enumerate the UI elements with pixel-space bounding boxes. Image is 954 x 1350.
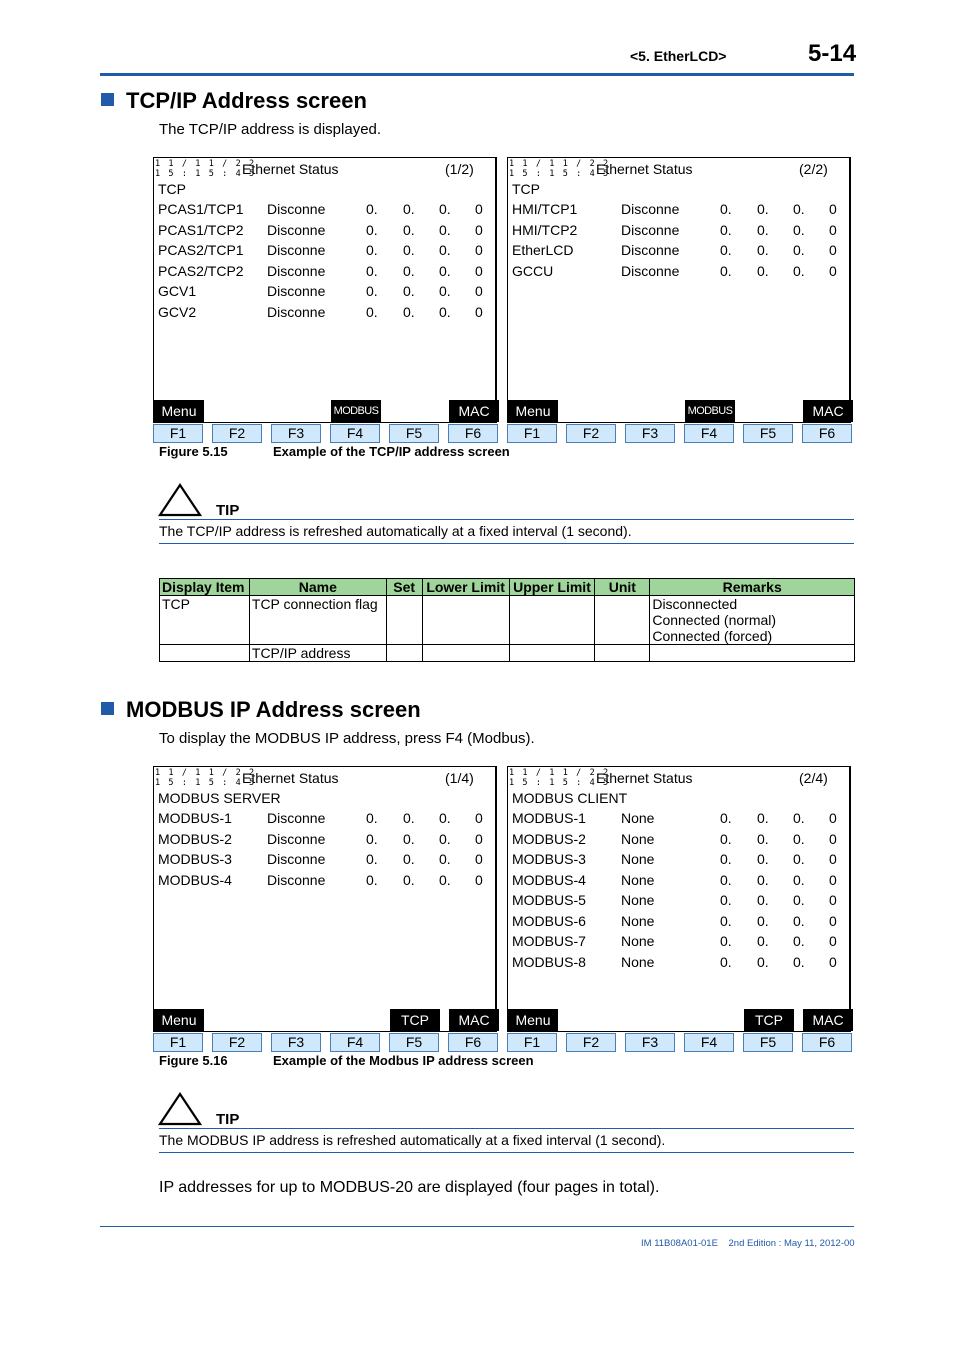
- connection-name: MODBUS-6: [512, 912, 586, 929]
- ip-octet-1: 0.: [366, 830, 378, 847]
- lcd-display: [153, 766, 497, 1032]
- function-key-f2[interactable]: F2: [212, 1033, 262, 1052]
- ip-octet-1: 0.: [720, 892, 732, 908]
- ip-octet-1: 0.: [366, 810, 378, 826]
- function-key-f4[interactable]: F4: [330, 424, 380, 443]
- lcd-status-row: [512, 933, 848, 951]
- ip-octet-3: 0.: [439, 201, 451, 217]
- connection-status: Disconne: [621, 262, 680, 279]
- table-header-row: [160, 579, 855, 596]
- ip-octet-4: 0: [829, 851, 837, 867]
- ip-octet-4: 0: [829, 810, 837, 826]
- lcd-display: [153, 157, 497, 423]
- connection-name: PCAS1/TCP1: [158, 201, 244, 217]
- ip-octet-1: 0.: [720, 933, 732, 949]
- ip-octet-4: 0: [829, 912, 837, 929]
- ip-octet-2: 0.: [757, 912, 769, 929]
- figure-caption: Example of the Modbus IP address screen: [273, 1053, 534, 1068]
- connection-name: MODBUS-3: [512, 851, 586, 867]
- ip-octet-1: 0.: [720, 912, 732, 929]
- ip-octet-4: 0: [829, 871, 837, 888]
- cell-remarks: [650, 596, 855, 645]
- connection-name: GCV1: [158, 283, 197, 299]
- ip-octet-3: 0.: [793, 912, 805, 929]
- cell-lower: [422, 596, 509, 645]
- connection-status: None: [621, 912, 655, 929]
- chapter-label: <5. EtherLCD>: [630, 48, 727, 64]
- display-item-table: [159, 578, 855, 662]
- lcd-section-label: TCP: [158, 181, 186, 197]
- ip-octet-4: 0: [475, 303, 483, 320]
- lcd-date: 1 1 / 1 1 / 2 2: [155, 159, 256, 169]
- ip-octet-3: 0.: [439, 283, 451, 299]
- ip-octet-1: 0.: [366, 242, 378, 258]
- col-header: Lower Limit: [422, 579, 509, 596]
- ip-octet-1: 0.: [720, 830, 732, 847]
- ip-octet-1: 0.: [720, 221, 732, 238]
- cell-remarks: [650, 645, 855, 662]
- connection-status: Disconne: [267, 871, 326, 888]
- function-key-f4[interactable]: F4: [330, 1033, 380, 1052]
- connection-name: EtherLCD: [512, 242, 574, 258]
- ip-octet-2: 0.: [757, 830, 769, 847]
- softkey-menu[interactable]: Menu: [154, 400, 204, 422]
- function-key-f1[interactable]: F1: [507, 424, 557, 443]
- section-title: MODBUS IP Address screen: [126, 697, 421, 722]
- lcd-date: 1 1 / 1 1 / 2 2: [509, 768, 610, 778]
- ip-octet-2: 0.: [403, 851, 415, 867]
- ip-octet-2: 0.: [757, 851, 769, 867]
- lcd-screen-tcp-1: [153, 157, 498, 445]
- function-key-f2[interactable]: F2: [566, 424, 616, 443]
- function-key-f5[interactable]: F5: [389, 1033, 439, 1052]
- connection-status: None: [621, 933, 655, 949]
- cell-set: [386, 645, 422, 662]
- connection-name: HMI/TCP1: [512, 201, 578, 217]
- ip-octet-2: 0.: [403, 303, 415, 320]
- softkey-menu[interactable]: Menu: [154, 1009, 204, 1031]
- cell-upper: [509, 645, 595, 662]
- connection-name: MODBUS-8: [512, 953, 586, 970]
- section-title: TCP/IP Address screen: [126, 88, 367, 113]
- ip-octet-2: 0.: [757, 201, 769, 217]
- lcd-title: Ethernet Status: [596, 161, 693, 177]
- lcd-title: Ethernet Status: [596, 770, 693, 786]
- connection-status: None: [621, 810, 655, 826]
- lcd-time: 1 5 : 1 5 : 4 5: [509, 778, 610, 788]
- lcd-date: 1 1 / 1 1 / 2 2: [155, 768, 256, 778]
- connection-name: HMI/TCP2: [512, 221, 578, 238]
- lcd-status-row: [512, 201, 848, 219]
- function-key-f1[interactable]: F1: [153, 1033, 203, 1052]
- col-header: Unit: [595, 579, 650, 596]
- ip-octet-3: 0.: [439, 262, 451, 279]
- footer-edition: 2nd Edition : May 11, 2012-00: [728, 1238, 855, 1249]
- ip-octet-3: 0.: [439, 242, 451, 258]
- cell-upper: [509, 596, 595, 645]
- footer-text: [641, 1238, 855, 1249]
- ip-octet-4: 0: [829, 221, 837, 238]
- lcd-status-row: [512, 222, 848, 240]
- lcd-section-label: MODBUS SERVER: [158, 790, 281, 806]
- connection-name: GCV2: [158, 303, 197, 320]
- connection-status: Disconne: [621, 242, 680, 258]
- lcd-status-row: [512, 263, 848, 281]
- function-key-f3[interactable]: F3: [625, 424, 675, 443]
- lcd-time: 1 5 : 1 5 : 4 5: [155, 778, 256, 788]
- connection-name: GCCU: [512, 262, 554, 279]
- tip-label: TIP: [216, 1111, 240, 1128]
- connection-status: Disconne: [267, 810, 326, 826]
- tip-text: The TCP/IP address is refreshed automatically at a fixed interval (1 second).: [159, 523, 632, 539]
- lcd-title: Ethernet Status: [242, 161, 339, 177]
- col-header: Set: [386, 579, 422, 596]
- lcd-time: 1 5 : 1 5 : 4 5: [155, 169, 256, 179]
- ip-octet-3: 0.: [793, 221, 805, 238]
- ip-octet-3: 0.: [439, 871, 451, 888]
- function-key-f6[interactable]: F6: [802, 424, 852, 443]
- function-key-f5[interactable]: F5: [743, 1033, 793, 1052]
- lcd-status-row: [158, 201, 494, 219]
- connection-name: MODBUS-1: [512, 810, 586, 826]
- ip-octet-3: 0.: [793, 262, 805, 279]
- tip-rule-bottom: [159, 1152, 854, 1153]
- ip-octet-4: 0: [829, 262, 837, 279]
- lcd-display: [507, 766, 851, 1032]
- section-intro: The TCP/IP address is displayed.: [159, 121, 382, 138]
- function-key-f4[interactable]: F4: [684, 1033, 734, 1052]
- connection-name: MODBUS-1: [158, 810, 232, 826]
- ip-octet-1: 0.: [720, 953, 732, 970]
- ip-octet-1: 0.: [366, 221, 378, 238]
- ip-octet-3: 0.: [793, 933, 805, 949]
- ip-octet-4: 0: [475, 201, 483, 217]
- ip-octet-2: 0.: [757, 871, 769, 888]
- lcd-status-row: [158, 810, 494, 828]
- lcd-status-row: [158, 263, 494, 281]
- softkey-mac[interactable]: MAC: [449, 1009, 499, 1031]
- ip-octet-4: 0: [475, 221, 483, 238]
- ip-octet-4: 0: [475, 851, 483, 867]
- tip-rule-top: [159, 519, 854, 520]
- lcd-status-row: [512, 954, 848, 972]
- ip-octet-4: 0: [829, 242, 837, 258]
- connection-name: PCAS2/TCP1: [158, 242, 244, 258]
- function-key-f6[interactable]: F6: [802, 1033, 852, 1052]
- function-key-f1[interactable]: F1: [153, 424, 203, 443]
- section-heading-tcpip: [101, 88, 367, 114]
- softkey-menu[interactable]: Menu: [508, 1009, 558, 1031]
- connection-status: None: [621, 871, 655, 888]
- col-header: Upper Limit: [509, 579, 595, 596]
- connection-status: None: [621, 851, 655, 867]
- connection-name: MODBUS-4: [512, 871, 586, 888]
- softkey-modbus[interactable]: MODBUS: [685, 400, 735, 422]
- cell-item: TCP: [160, 596, 250, 645]
- lcd-page-indicator: (2/2): [799, 161, 828, 177]
- col-header: Display Item: [160, 579, 250, 596]
- function-key-f3[interactable]: F3: [271, 424, 321, 443]
- connection-name: MODBUS-4: [158, 871, 232, 888]
- ip-octet-4: 0: [829, 892, 837, 908]
- ip-octet-3: 0.: [793, 871, 805, 888]
- function-key-f5[interactable]: F5: [743, 424, 793, 443]
- warning-triangle-icon: [158, 483, 202, 517]
- lcd-status-row: [158, 831, 494, 849]
- lcd-page-indicator: (2/4): [799, 770, 828, 786]
- connection-name: PCAS2/TCP2: [158, 262, 244, 279]
- lcd-clock: [509, 159, 610, 179]
- softkey-modbus[interactable]: MODBUS: [331, 400, 381, 422]
- ip-octet-4: 0: [829, 201, 837, 217]
- ip-octet-3: 0.: [439, 830, 451, 847]
- ip-octet-1: 0.: [720, 871, 732, 888]
- connection-status: None: [621, 892, 655, 908]
- ip-octet-1: 0.: [366, 283, 378, 299]
- connection-name: MODBUS-2: [158, 830, 232, 847]
- lcd-status-row: [512, 831, 848, 849]
- lcd-status-row: [158, 872, 494, 890]
- connection-status: Disconne: [267, 303, 326, 320]
- col-header: Name: [249, 579, 386, 596]
- softkey-tcp[interactable]: TCP: [390, 1009, 440, 1031]
- lcd-status-row: [158, 283, 494, 301]
- lcd-status-row: [512, 892, 848, 910]
- lcd-section-label: MODBUS CLIENT: [512, 790, 628, 806]
- connection-status: Disconne: [267, 830, 326, 847]
- function-key-f6[interactable]: F6: [448, 1033, 498, 1052]
- function-key-f3[interactable]: F3: [625, 1033, 675, 1052]
- softkey-mac[interactable]: MAC: [803, 400, 853, 422]
- ip-octet-1: 0.: [720, 262, 732, 279]
- cell-name: TCP connection flag: [249, 596, 386, 645]
- lcd-clock: [509, 768, 610, 788]
- connection-name: MODBUS-7: [512, 933, 586, 949]
- ip-octet-2: 0.: [403, 201, 415, 217]
- lcd-status-row: [512, 851, 848, 869]
- square-bullet-icon: [101, 702, 114, 715]
- softkey-mac[interactable]: MAC: [449, 400, 499, 422]
- lcd-screen-modbus-2: [507, 766, 852, 1054]
- function-key-f3[interactable]: F3: [271, 1033, 321, 1052]
- ip-octet-1: 0.: [366, 303, 378, 320]
- cell-set: [386, 596, 422, 645]
- connection-status: Disconne: [267, 262, 326, 279]
- figure-caption: Example of the TCP/IP address screen: [273, 444, 510, 459]
- lcd-time: 1 5 : 1 5 : 4 5: [509, 169, 610, 179]
- ip-octet-3: 0.: [793, 892, 805, 908]
- connection-status: Disconne: [267, 221, 326, 238]
- softkey-mac[interactable]: MAC: [803, 1009, 853, 1031]
- ip-octet-2: 0.: [403, 242, 415, 258]
- ip-octet-1: 0.: [720, 242, 732, 258]
- function-key-f6[interactable]: F6: [448, 424, 498, 443]
- remark-line: Connected (normal): [652, 612, 777, 628]
- section-heading-modbus: [101, 697, 421, 723]
- function-key-f1[interactable]: F1: [507, 1033, 557, 1052]
- ip-octet-3: 0.: [793, 830, 805, 847]
- ip-octet-2: 0.: [403, 262, 415, 279]
- figure-number: Figure 5.15: [159, 444, 228, 459]
- tip-text: The MODBUS IP address is refreshed automatically at a fixed interval (1 second).: [159, 1132, 666, 1148]
- connection-name: MODBUS-2: [512, 830, 586, 847]
- ip-octet-4: 0: [475, 810, 483, 826]
- footer-rule: [100, 1226, 854, 1227]
- ip-octet-1: 0.: [720, 810, 732, 826]
- lcd-status-row: [158, 304, 494, 322]
- cell-unit: [595, 645, 650, 662]
- ip-octet-3: 0.: [439, 221, 451, 238]
- footer-doc-id: IM 11B08A01-01E: [641, 1238, 718, 1249]
- ip-octet-4: 0: [475, 242, 483, 258]
- connection-status: Disconne: [267, 283, 326, 299]
- lcd-page-indicator: (1/2): [445, 161, 474, 177]
- lcd-clock: [155, 768, 256, 788]
- softkey-menu[interactable]: Menu: [508, 400, 558, 422]
- lcd-status-row: [512, 872, 848, 890]
- remark-line: Connected (forced): [652, 628, 773, 644]
- ip-octet-2: 0.: [403, 283, 415, 299]
- ip-octet-3: 0.: [439, 810, 451, 826]
- function-key-f5[interactable]: F5: [389, 424, 439, 443]
- ip-octet-4: 0: [475, 283, 483, 299]
- ip-octet-2: 0.: [757, 810, 769, 826]
- ip-octet-2: 0.: [403, 830, 415, 847]
- ip-octet-3: 0.: [793, 810, 805, 826]
- cell-lower: [422, 645, 509, 662]
- remark-line: Disconnected: [652, 596, 738, 612]
- warning-triangle-icon: [158, 1092, 202, 1126]
- cell-name: TCP/IP address: [249, 645, 386, 662]
- ip-octet-3: 0.: [439, 303, 451, 320]
- ip-octet-1: 0.: [720, 201, 732, 217]
- ip-octet-2: 0.: [757, 953, 769, 970]
- ip-octet-4: 0: [475, 262, 483, 279]
- tip-rule-bottom: [159, 543, 854, 544]
- lcd-status-row: [512, 913, 848, 931]
- lcd-date: 1 1 / 1 1 / 2 2: [509, 159, 610, 169]
- lcd-status-row: [512, 242, 848, 260]
- ip-octet-1: 0.: [366, 851, 378, 867]
- connection-name: MODBUS-5: [512, 892, 586, 908]
- lcd-status-row: [158, 851, 494, 869]
- square-bullet-icon: [101, 93, 114, 106]
- closing-paragraph: IP addresses for up to MODBUS-20 are displayed (four pages in total).: [159, 1179, 660, 1196]
- ip-octet-1: 0.: [366, 201, 378, 217]
- ip-octet-2: 0.: [757, 242, 769, 258]
- ip-octet-2: 0.: [403, 221, 415, 238]
- ip-octet-4: 0: [475, 871, 483, 888]
- connection-status: Disconne: [621, 221, 680, 238]
- table-row: [160, 596, 855, 645]
- ip-octet-4: 0: [829, 830, 837, 847]
- ip-octet-3: 0.: [793, 851, 805, 867]
- connection-status: Disconne: [267, 201, 326, 217]
- connection-status: None: [621, 830, 655, 847]
- cell-unit: [595, 596, 650, 645]
- connection-status: Disconne: [621, 201, 680, 217]
- header-rule: [100, 73, 854, 76]
- lcd-section-label: TCP: [512, 181, 540, 197]
- ip-octet-2: 0.: [757, 221, 769, 238]
- ip-octet-2: 0.: [403, 810, 415, 826]
- lcd-page-indicator: (1/4): [445, 770, 474, 786]
- lcd-status-row: [158, 242, 494, 260]
- col-header: Remarks: [650, 579, 855, 596]
- figure-number: Figure 5.16: [159, 1053, 228, 1068]
- ip-octet-1: 0.: [720, 851, 732, 867]
- lcd-display: [507, 157, 851, 423]
- function-key-f4[interactable]: F4: [684, 424, 734, 443]
- lcd-clock: [155, 159, 256, 179]
- lcd-status-row: [512, 810, 848, 828]
- ip-octet-1: 0.: [366, 262, 378, 279]
- ip-octet-4: 0: [829, 933, 837, 949]
- lcd-title: Ethernet Status: [242, 770, 339, 786]
- ip-octet-2: 0.: [757, 933, 769, 949]
- connection-status: None: [621, 953, 655, 970]
- connection-name: MODBUS-3: [158, 851, 232, 867]
- lcd-screen-tcp-2: [507, 157, 852, 445]
- section-intro: To display the MODBUS IP address, press F4 (Modbus).: [159, 730, 535, 747]
- softkey-tcp[interactable]: TCP: [744, 1009, 794, 1031]
- ip-octet-4: 0: [829, 953, 837, 970]
- tip-label: TIP: [216, 502, 240, 519]
- function-key-f2[interactable]: F2: [566, 1033, 616, 1052]
- lcd-screen-modbus-1: [153, 766, 498, 1054]
- ip-octet-3: 0.: [439, 851, 451, 867]
- table-row: [160, 645, 855, 662]
- ip-octet-3: 0.: [793, 953, 805, 970]
- tip-rule-top: [159, 1128, 854, 1129]
- ip-octet-2: 0.: [757, 262, 769, 279]
- ip-octet-3: 0.: [793, 201, 805, 217]
- ip-octet-1: 0.: [366, 871, 378, 888]
- lcd-status-row: [158, 222, 494, 240]
- function-key-f2[interactable]: F2: [212, 424, 262, 443]
- connection-status: Disconne: [267, 851, 326, 867]
- ip-octet-2: 0.: [757, 892, 769, 908]
- cell-item: [160, 645, 250, 662]
- connection-status: Disconne: [267, 242, 326, 258]
- ip-octet-3: 0.: [793, 242, 805, 258]
- page-number: 5-14: [808, 40, 857, 67]
- ip-octet-4: 0: [475, 830, 483, 847]
- ip-octet-2: 0.: [403, 871, 415, 888]
- connection-name: PCAS1/TCP2: [158, 221, 244, 238]
